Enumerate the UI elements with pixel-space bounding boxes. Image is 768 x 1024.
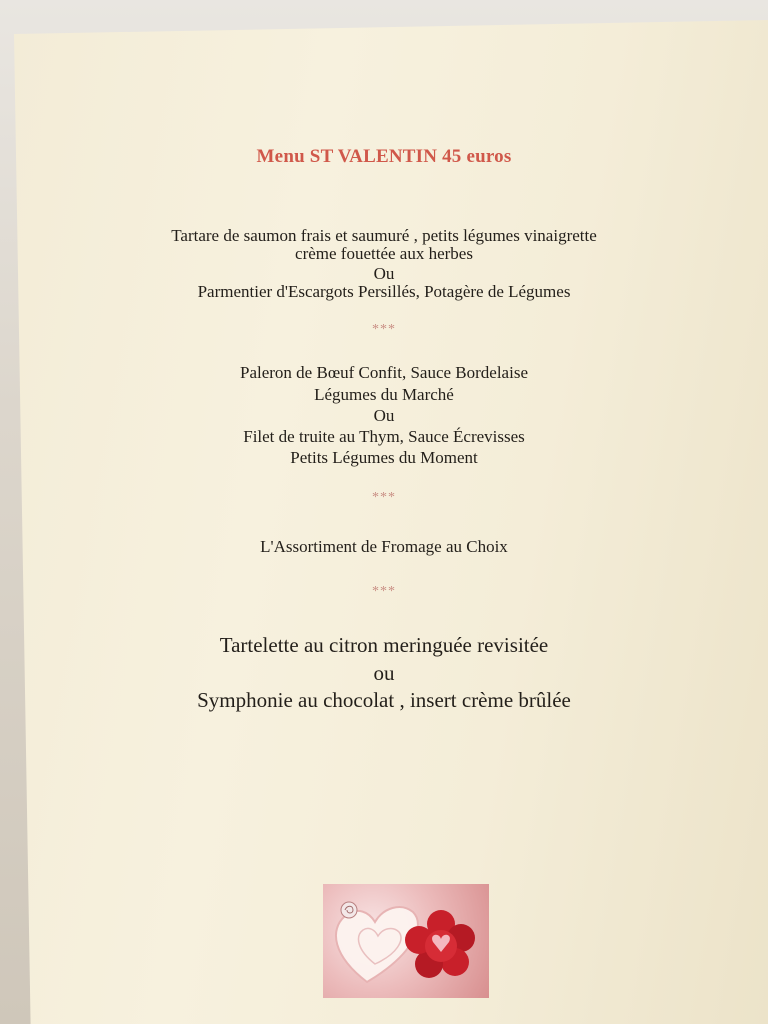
heart-icon <box>323 884 489 998</box>
menu-title: Menu ST VALENTIN 45 euros <box>256 146 512 167</box>
dessert-line-2: Symphonie au chocolat , insert crème brûlée <box>197 688 571 712</box>
main-line-3: Filet de truite au Thym, Sauce Écrevisses <box>243 427 525 446</box>
main-line-1: Paleron de Bœuf Confit, Sauce Bordelaise <box>240 363 528 382</box>
main-or: Ou <box>373 406 395 425</box>
starter-or: Ou <box>373 264 395 283</box>
dessert-line-1: Tartelette au citron meringuée revisitée <box>219 633 549 657</box>
main-line-4: Petits Légumes du Moment <box>290 448 478 467</box>
cheese-line: L'Assortiment de Fromage au Choix <box>260 537 508 556</box>
starter-line-2: crème fouettée aux herbes <box>295 244 473 263</box>
separator-2: *** <box>372 490 396 505</box>
separator-3: *** <box>372 584 396 599</box>
menu-sheet <box>14 20 768 1024</box>
dessert-or: ou <box>373 661 395 685</box>
small-rose-icon <box>341 902 357 918</box>
starter-line-1: Tartare de saumon frais et saumuré , petits légumes vinaigrette <box>171 226 597 245</box>
heart-flower-illustration <box>323 884 489 998</box>
separator-1: *** <box>372 322 396 337</box>
starter-line-3: Parmentier d'Escargots Persillés, Potagère de Légumes <box>197 282 571 301</box>
main-line-2: Légumes du Marché <box>314 385 454 404</box>
